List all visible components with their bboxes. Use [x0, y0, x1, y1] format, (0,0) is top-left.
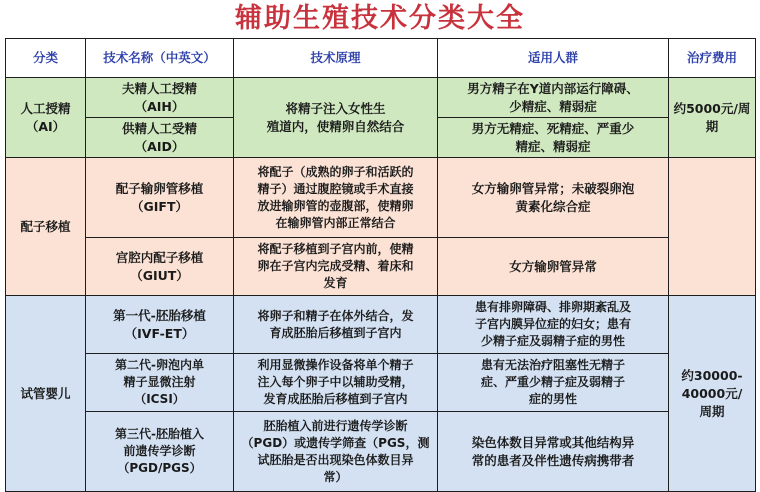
header-category: 分类 [6, 39, 86, 78]
header-tech-name: 技术名称（中英文） [86, 39, 234, 78]
table-row-ivf-gen1 [6, 296, 756, 354]
principle-ai: 将精子注入女性生 殖道内，使精卵自然结合 [234, 78, 438, 158]
header-principle: 技术原理 [234, 39, 438, 78]
header-row [6, 39, 756, 78]
page-title: 辅助生殖技术分类大全 [235, 3, 525, 34]
header-population: 适用人群 [438, 39, 669, 78]
art-classification-table [5, 38, 756, 492]
table-row-gift [6, 158, 756, 238]
table-row-aih [6, 78, 756, 118]
category-ivf: 试管婴儿 [6, 296, 86, 492]
principle-giut: 将配子移植到子宫内前，使精 卵在子宫内完成受精、着床和 发育 [234, 238, 438, 296]
tech-giut: 宫腔内配子移植 （GIUT） [86, 238, 234, 296]
tech-ivf-gen1: 第一代-胚胎移植 （IVF-ET） [86, 296, 234, 354]
population-ivf-gen3: 染色体数目异常或其他结构异 常的患者及伴性遗传病携带者 [438, 412, 669, 492]
cost-ivf: 约30000- 40000元/ 周期 [669, 296, 756, 492]
population-ivf-gen2: 患有无法治疗阻塞性无精子 症、严重少精子症及弱精子 症的男性 [438, 354, 669, 412]
tech-ivf-gen2: 第二代-卵泡内单 精子显微注射 （ICSI） [86, 354, 234, 412]
tech-gift: 配子输卵管移植 （GIFT） [86, 158, 234, 238]
tech-aid: 供精人工受精 （AID） [86, 118, 234, 158]
cost-ai: 约5000元/周 期 [669, 78, 756, 158]
table-row-ivf-gen3 [6, 412, 756, 492]
population-giut: 女方输卵管异常 [438, 238, 669, 296]
category-gift: 配子移植 [6, 158, 86, 296]
principle-gift: 将配子（成熟的卵子和活跃的 精子）通过腹腔镜或手术直接 放进输卵管的壶腹部，使精卵 在输卵管内部正常结合 [234, 158, 438, 238]
population-aid: 男方无精症、死精症、严重少 精症、精弱症 [438, 118, 669, 158]
tech-aih: 夫精人工授精 （AIH） [86, 78, 234, 118]
header-cost: 治疗费用 [669, 39, 756, 78]
table-row-ivf-gen2 [6, 354, 756, 412]
population-aih: 男方精子在Y道内部运行障碍、 少精症、精弱症 [438, 78, 669, 118]
principle-ivf-gen2: 利用显微操作设备将单个精子 注入每个卵子中以辅助受精， 发育成胚胎后移植到子宫内 [234, 354, 438, 412]
population-ivf-gen1: 患有排卵障碍、排卵期紊乱及 子宫内膜异位症的妇女；患有 少精子症及弱精子症的男性 [438, 296, 669, 354]
principle-ivf-gen1: 将卵子和精子在体外结合，发 育成胚胎后移植到子宫内 [234, 296, 438, 354]
principle-ivf-gen3: 胚胎植入前进行遗传学诊断 （PGD）或遗传学筛查（PGS，测 试胚胎是否出现染色体数目异 常） [234, 412, 438, 492]
population-gift: 女方输卵管异常；未破裂卵泡 黄素化综合症 [438, 158, 669, 238]
table-row-giut [6, 238, 756, 296]
cost-gift [669, 158, 756, 296]
category-ai: 人工授精 （AI） [6, 78, 86, 158]
tech-ivf-gen3: 第三代-胚胎植入 前遗传学诊断 （PGD/PGS） [86, 412, 234, 492]
